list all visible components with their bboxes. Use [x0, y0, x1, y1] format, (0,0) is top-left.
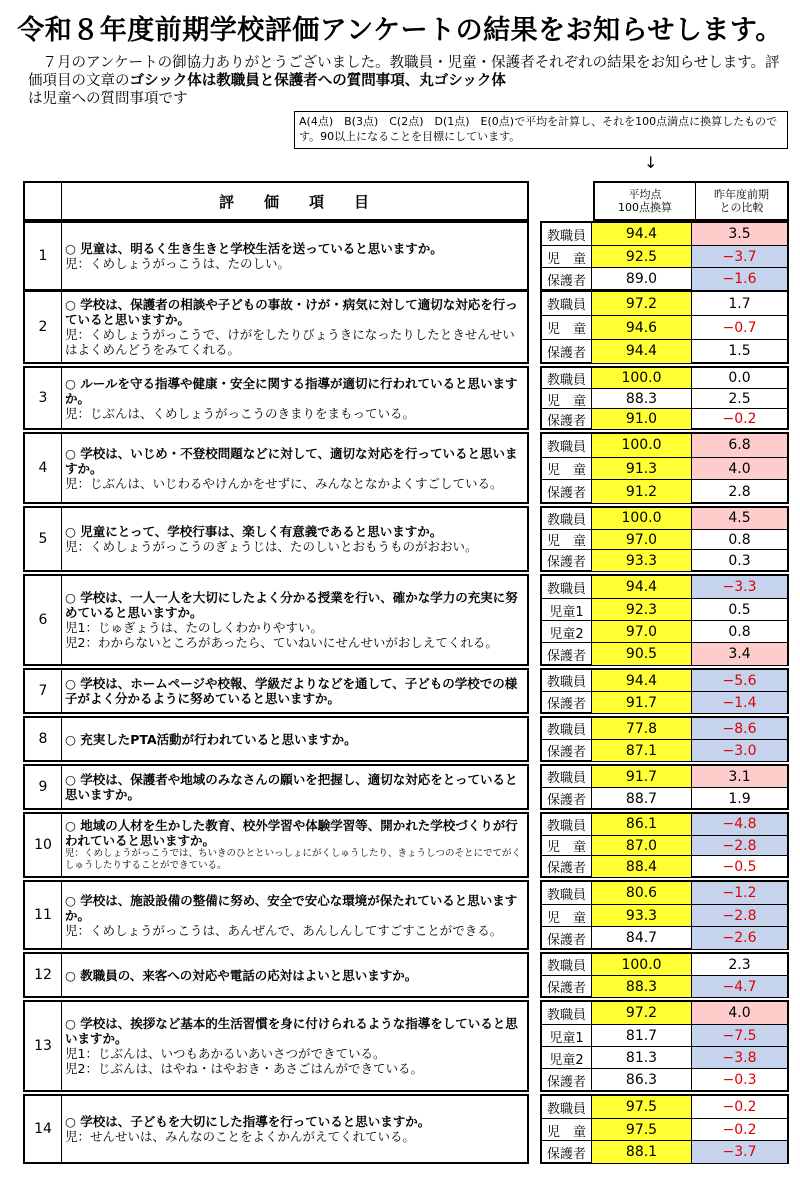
score-row: [542, 529, 787, 551]
year-comparison: [692, 389, 787, 409]
item-scores: [540, 221, 789, 291]
intro-part-1: ７月のアンケートの御協力ありがとうございました。教職員・児童・保護者それぞれの結果をお知らせします。評価項目の文章の: [28, 55, 780, 89]
respondent-label: 児 童: [542, 530, 592, 551]
question-text: [65, 576, 523, 664]
item-question: [23, 716, 529, 762]
score-row: [542, 620, 787, 643]
comparison-value: −0.2: [722, 411, 757, 427]
respondent-label: 保護者: [542, 268, 592, 290]
comparison-value: −4.8: [722, 816, 757, 833]
average-score: 80.6: [592, 882, 692, 904]
intro-text: [28, 54, 788, 108]
average-score: 90.5: [592, 643, 692, 665]
child-question: 児：くめしょうがっこうのぎょうじは、たのしいとおもうものがおおい。: [65, 539, 478, 554]
respondent-label: 保護者: [542, 480, 592, 503]
respondent-label: 児 童: [542, 316, 592, 339]
average-score: 97.0: [592, 530, 692, 551]
staff-parent-question: ○ 充実したPTA活動が行われていると思いますか。: [65, 731, 357, 747]
item-number: 10: [25, 814, 62, 876]
item-number: 7: [25, 670, 62, 712]
item-scores: [540, 432, 789, 504]
respondent-label: 教職員: [542, 766, 592, 787]
child-question: 児：くめしょうがっこうで、けがをしたりびょうきになったりしたときせんせいはよくめんどうをみてくれる。: [65, 327, 515, 357]
child-question: 児：くめしょうがっこうは、たのしい。: [65, 256, 291, 271]
child-question: 児1：じゅぎょうは、たのしくわかりやすい。 児2：わからないところがあったら、ていねいにせんせいがおしえてくれる。: [65, 620, 498, 650]
score-row: [542, 339, 787, 363]
comparison-value: −7.5: [722, 1028, 757, 1044]
year-comparison: [692, 434, 787, 457]
comparison-value: −0.5: [722, 858, 757, 875]
average-score: 86.3: [592, 1069, 692, 1091]
number-header: [25, 183, 62, 219]
respondent-label: 教職員: [542, 1002, 592, 1024]
score-row: [542, 691, 787, 713]
staff-parent-question: ○ 教職員の、来客への対応や電話の応対はよいと思いますか。: [65, 967, 418, 983]
score-row: [542, 434, 787, 457]
intro-part-2: は児童への質問事項です: [28, 91, 188, 107]
score-row: [542, 245, 787, 268]
year-comparison: [692, 905, 787, 927]
child-question: 児：じぶんは、いじわるやけんかをせずに、みんなとなかよくすごしている。: [65, 475, 503, 491]
staff-parent-question: ○ 学校は、挨拶など基本的生活習慣を身に付けられるような指導をしていると思いますか。: [65, 1016, 518, 1046]
comparison-value: 0.8: [728, 531, 751, 548]
item-number: 9: [25, 766, 62, 808]
comparison-value: 2.3: [728, 956, 751, 973]
average-score: 91.7: [592, 766, 692, 787]
average-score: 92.5: [592, 246, 692, 268]
score-row: [542, 368, 787, 388]
score-row: [542, 855, 787, 877]
item-question: [23, 1000, 529, 1092]
comparison-value: 2.5: [728, 391, 751, 407]
respondent-label: 保護者: [542, 340, 592, 363]
item-number: 3: [25, 368, 62, 428]
comparison-value: −1.4: [722, 694, 757, 711]
score-row: [542, 223, 787, 245]
item-scores: [540, 764, 789, 810]
year-comparison: [692, 766, 787, 787]
comparison-value: −0.7: [722, 319, 757, 336]
score-row: [542, 292, 787, 315]
respondent-label: 児 童: [542, 1119, 592, 1141]
score-row: [542, 479, 787, 503]
year-comparison: [692, 480, 787, 503]
item-number: 13: [25, 1002, 62, 1090]
year-comparison: [692, 599, 787, 621]
respondent-label: 児 童: [542, 458, 592, 481]
respondent-label: 教職員: [542, 576, 592, 598]
page-title: 令和８年度前期学校評価アンケートの結果をお知らせします。: [17, 15, 783, 46]
average-score: 100.0: [592, 954, 692, 975]
year-comparison: [692, 1141, 787, 1163]
respondent-label: 保護者: [542, 550, 592, 571]
score-row: [542, 549, 787, 571]
average-score: 97.2: [592, 292, 692, 315]
respondent-label: 教職員: [542, 223, 592, 245]
respondent-label: 保護者: [542, 409, 592, 429]
year-comparison: [692, 814, 787, 835]
item-scores: [540, 506, 789, 572]
average-score: 94.4: [592, 223, 692, 245]
item-question: [23, 432, 529, 504]
respondent-label: 児 童: [542, 905, 592, 927]
comparison-value: 4.0: [728, 460, 751, 477]
average-score: 91.2: [592, 480, 692, 503]
question-text: [65, 718, 523, 760]
score-row: [542, 1002, 787, 1024]
intro-bold: ゴシック体は教職員と保護者への質問事項、丸ゴシック体: [129, 73, 506, 89]
average-score: 100.0: [592, 434, 692, 457]
average-score: 94.4: [592, 340, 692, 363]
item-scores: [540, 952, 789, 998]
child-question: 児：せんせいは、みんなのことをよくかんがえてくれている。: [65, 1129, 416, 1144]
question-text: [65, 814, 523, 876]
comparison-value: −8.6: [722, 720, 757, 737]
year-comparison: [692, 368, 787, 388]
respondent-label: 保護者: [542, 1069, 592, 1091]
item-question: [23, 812, 529, 878]
question-text: [65, 292, 523, 362]
year-comparison: [692, 1025, 787, 1047]
average-score: 97.2: [592, 1002, 692, 1024]
comparison-value: 1.7: [728, 295, 751, 312]
score-row: [542, 739, 787, 761]
staff-parent-question: ○ 学校は、施設設備の整備に努め、安全で安心な環境が保たれていると思いますか。: [65, 892, 518, 923]
score-row: [542, 598, 787, 621]
year-comparison: [692, 927, 787, 949]
respondent-label: 児 童: [542, 389, 592, 409]
staff-parent-question: ○ 学校は、保護者や地域のみなさんの願いを把握し、適切な対応をとっていると思いますか。: [65, 772, 518, 802]
staff-parent-question: ○ 学校は、一人一人を大切にしたよく分かる授業を行い、確かな学力の充実に努めていると思いますか。: [65, 590, 518, 620]
respondent-label: 教職員: [542, 508, 592, 529]
item-question: [23, 366, 529, 430]
average-score: 87.0: [592, 836, 692, 857]
average-score: 94.4: [592, 670, 692, 691]
comparison-value: 3.1: [728, 768, 751, 785]
comparison-value: 2.8: [728, 483, 751, 500]
compare-header: 昨年度前期 との比較: [714, 188, 769, 214]
average-score: 77.8: [592, 718, 692, 739]
score-row: [542, 457, 787, 481]
respondent-label: 教職員: [542, 368, 592, 388]
item-question: [23, 221, 529, 291]
comparison-value: 3.4: [728, 646, 751, 662]
comparison-value: −2.6: [722, 930, 757, 946]
staff-parent-question: ○ 学校は、いじめ・不登校問題などに対して、適切な対応を行っていると思いますか。: [65, 445, 518, 476]
staff-parent-question: ○ 児童は、明るく生き生きと学校生活を送っていると思いますか。: [65, 241, 443, 256]
comparison-value: −2.8: [722, 908, 757, 924]
item-question: [23, 290, 529, 364]
year-comparison: [692, 1096, 787, 1118]
avg-header: 平均点 100点換算: [595, 183, 696, 219]
comparison-value: −3.7: [722, 249, 757, 265]
item-number: 8: [25, 718, 62, 760]
year-comparison: [692, 409, 787, 429]
respondent-label: 保護者: [542, 856, 592, 877]
score-row: [542, 926, 787, 949]
year-comparison: [692, 856, 787, 877]
score-row: [542, 766, 787, 787]
year-comparison: [692, 458, 787, 481]
item-question: [23, 880, 529, 950]
item-question: [23, 574, 529, 666]
average-score: 81.3: [592, 1047, 692, 1069]
item-number: 4: [25, 434, 62, 502]
item-number: 11: [25, 882, 62, 948]
average-score: 84.7: [592, 927, 692, 949]
respondent-label: 児童2: [542, 621, 592, 643]
score-row: [542, 1046, 787, 1069]
comparison-value: 4.5: [728, 510, 751, 527]
comparison-value: 1.9: [728, 790, 751, 807]
score-row: [542, 718, 787, 739]
staff-parent-question: ○ 学校は、保護者の相談や子どもの事故・けが・病気に対して適切な対応を行っていると思いますか。: [65, 297, 518, 327]
item-scores: [540, 290, 789, 364]
item-scores: [540, 1094, 789, 1164]
item-number: 1: [25, 223, 62, 289]
year-comparison: [692, 576, 787, 598]
comparison-value: −3.0: [722, 742, 757, 759]
item-scores: [540, 812, 789, 878]
score-row: [542, 388, 787, 409]
score-row: [542, 954, 787, 975]
item-header: [23, 181, 529, 221]
score-row: [542, 904, 787, 927]
year-comparison: [692, 340, 787, 363]
respondent-label: 児 童: [542, 246, 592, 268]
year-comparison: [692, 692, 787, 713]
respondent-label: 保護者: [542, 976, 592, 997]
year-comparison: [692, 740, 787, 761]
column-header: [593, 181, 789, 221]
score-row: [542, 508, 787, 529]
year-comparison: [692, 1002, 787, 1024]
average-score: 87.1: [592, 740, 692, 761]
comparison-value: −3.7: [722, 1144, 757, 1160]
year-comparison: [692, 1119, 787, 1141]
down-arrow-icon: ↓: [644, 153, 658, 172]
question-text: [65, 882, 523, 948]
scoring-note: A(4点) B(3点) C(2点) D(1点) E(0点)で平均を計算し、それを100点満点に換算したものです。90以上になることを目標にしています。: [294, 111, 788, 149]
item-number: 2: [25, 292, 62, 362]
average-score: 88.3: [592, 976, 692, 997]
question-text: [65, 368, 523, 428]
question-text: [65, 508, 523, 570]
score-row: [542, 1118, 787, 1141]
comparison-value: −4.7: [722, 978, 757, 995]
year-comparison: [692, 1047, 787, 1069]
year-comparison: [692, 621, 787, 643]
item-question: [23, 1094, 529, 1164]
comparison-value: −1.2: [722, 885, 757, 901]
question-text: [65, 1096, 523, 1162]
score-row: [542, 576, 787, 598]
comparison-value: 3.5: [728, 226, 751, 242]
staff-parent-question: ○ ルールを守る指導や健康・安全に関する指導が適切に行われていると思いますか。: [65, 375, 518, 406]
average-score: 100.0: [592, 368, 692, 388]
comparison-value: 0.0: [728, 370, 751, 386]
item-scores: [540, 880, 789, 950]
staff-parent-question: ○ 地域の人材を生かした教育、校外学習や体験学習等、開かれた学校づくりが行われていると思いますか。: [65, 818, 518, 848]
average-score: 88.1: [592, 1141, 692, 1163]
respondent-label: 教職員: [542, 718, 592, 739]
average-score: 94.4: [592, 576, 692, 598]
comparison-value: 4.0: [728, 1005, 751, 1021]
item-question: [23, 668, 529, 714]
year-comparison: [692, 976, 787, 997]
item-number: 12: [25, 954, 62, 996]
item-scores: [540, 366, 789, 430]
year-comparison: [692, 788, 787, 809]
respondent-label: 保護者: [542, 927, 592, 949]
average-score: 91.7: [592, 692, 692, 713]
staff-parent-question: ○ 学校は、子どもを大切にした指導を行っていると思いますか。: [65, 1114, 431, 1129]
comparison-value: −0.2: [722, 1122, 757, 1138]
year-comparison: [692, 292, 787, 315]
average-score: 81.7: [592, 1025, 692, 1047]
comparison-value: −0.2: [722, 1099, 757, 1115]
item-scores: [540, 574, 789, 666]
score-row: [542, 975, 787, 997]
item-question: [23, 952, 529, 998]
respondent-label: 教職員: [542, 670, 592, 691]
item-scores: [540, 716, 789, 762]
comparison-value: −5.6: [722, 672, 757, 689]
year-comparison: [692, 246, 787, 268]
average-score: 88.4: [592, 856, 692, 877]
year-comparison: [692, 550, 787, 571]
average-score: 97.0: [592, 621, 692, 643]
year-comparison: [692, 268, 787, 290]
year-comparison: [692, 1069, 787, 1091]
score-row: [542, 408, 787, 429]
average-score: 88.7: [592, 788, 692, 809]
score-row: [542, 315, 787, 339]
average-score: 97.5: [592, 1096, 692, 1118]
respondent-label: 保護者: [542, 740, 592, 761]
question-text: [65, 1002, 523, 1090]
respondent-label: 教職員: [542, 1096, 592, 1118]
item-scores: [540, 668, 789, 714]
question-text: [65, 766, 523, 808]
score-row: [542, 670, 787, 691]
year-comparison: [692, 530, 787, 551]
question-text: [65, 434, 523, 502]
question-text: [65, 223, 523, 289]
score-row: [542, 1068, 787, 1091]
item-scores: [540, 1000, 789, 1092]
year-comparison: [692, 882, 787, 904]
item-header-label: 評価項目: [218, 192, 399, 211]
score-row: [542, 1096, 787, 1118]
comparison-value: 0.5: [728, 602, 751, 618]
average-score: 97.5: [592, 1119, 692, 1141]
comparison-value: −3.8: [722, 1050, 757, 1066]
respondent-label: 児童1: [542, 599, 592, 621]
year-comparison: [692, 223, 787, 245]
score-row: [542, 1140, 787, 1163]
item-question: [23, 764, 529, 810]
year-comparison: [692, 718, 787, 739]
score-row: [542, 1024, 787, 1047]
comparison-value: 6.8: [728, 437, 751, 454]
score-row: [542, 835, 787, 857]
average-score: 94.6: [592, 316, 692, 339]
average-score: 86.1: [592, 814, 692, 835]
average-score: 93.3: [592, 550, 692, 571]
year-comparison: [692, 670, 787, 691]
staff-parent-question: ○ 学校は、ホームページや校報、学級だよりなどを通して、子どもの学校での様子がよく分かるように努めていると思いますか。: [65, 676, 518, 706]
average-score: 92.3: [592, 599, 692, 621]
comparison-value: −2.8: [722, 837, 757, 854]
respondent-label: 保護者: [542, 1141, 592, 1163]
child-question: 児：くめしょうがっこうは、あんぜんで、あんしんしてすごすことができる。: [65, 922, 503, 938]
average-score: 100.0: [592, 508, 692, 529]
respondent-label: 教職員: [542, 434, 592, 457]
year-comparison: [692, 836, 787, 857]
average-score: 89.0: [592, 268, 692, 290]
score-row: [542, 642, 787, 665]
staff-parent-question: ○ 児童にとって、学校行事は、楽しく有意義であると思いますか。: [65, 524, 443, 539]
child-question: 児1：じぶんは、いつもあかるいあいさつができている。 児2：じぶんは、はやね・はやおき・あさごはんができている。: [65, 1046, 423, 1076]
score-row: [542, 267, 787, 290]
year-comparison: [692, 508, 787, 529]
comparison-value: −0.3: [722, 1072, 757, 1088]
respondent-label: 教職員: [542, 882, 592, 904]
comparison-value: 0.3: [728, 552, 751, 569]
respondent-label: 児 童: [542, 836, 592, 857]
respondent-label: 教職員: [542, 954, 592, 975]
score-row: [542, 882, 787, 904]
child-question: 児：じぶんは、くめしょうがっこうのきまりをまもっている。: [65, 405, 416, 421]
respondent-label: 教職員: [542, 814, 592, 835]
average-score: 91.0: [592, 409, 692, 429]
respondent-label: 保護者: [542, 692, 592, 713]
year-comparison: [692, 954, 787, 975]
question-text: [65, 954, 523, 996]
item-number: 5: [25, 508, 62, 570]
average-score: 88.3: [592, 389, 692, 409]
child-question: 児：くめしょうがっこうでは、ちいきのひとといっしょにがくしゅうしたり、きょうしつのそとにでてがくしゅうしたりすることができている。: [65, 848, 522, 871]
comparison-value: −1.6: [722, 271, 757, 287]
respondent-label: 児童1: [542, 1025, 592, 1047]
average-score: 93.3: [592, 905, 692, 927]
score-row: [542, 814, 787, 835]
year-comparison: [692, 643, 787, 665]
score-row: [542, 787, 787, 809]
comparison-value: 1.5: [728, 343, 751, 360]
item-question: [23, 506, 529, 572]
item-number: 6: [25, 576, 62, 664]
respondent-label: 保護者: [542, 788, 592, 809]
respondent-label: 教職員: [542, 292, 592, 315]
respondent-label: 保護者: [542, 643, 592, 665]
year-comparison: [692, 316, 787, 339]
average-score: 91.3: [592, 458, 692, 481]
comparison-value: 0.8: [728, 624, 751, 640]
item-number: 14: [25, 1096, 62, 1162]
respondent-label: 児童2: [542, 1047, 592, 1069]
comparison-value: −3.3: [722, 579, 757, 595]
question-text: [65, 670, 523, 712]
